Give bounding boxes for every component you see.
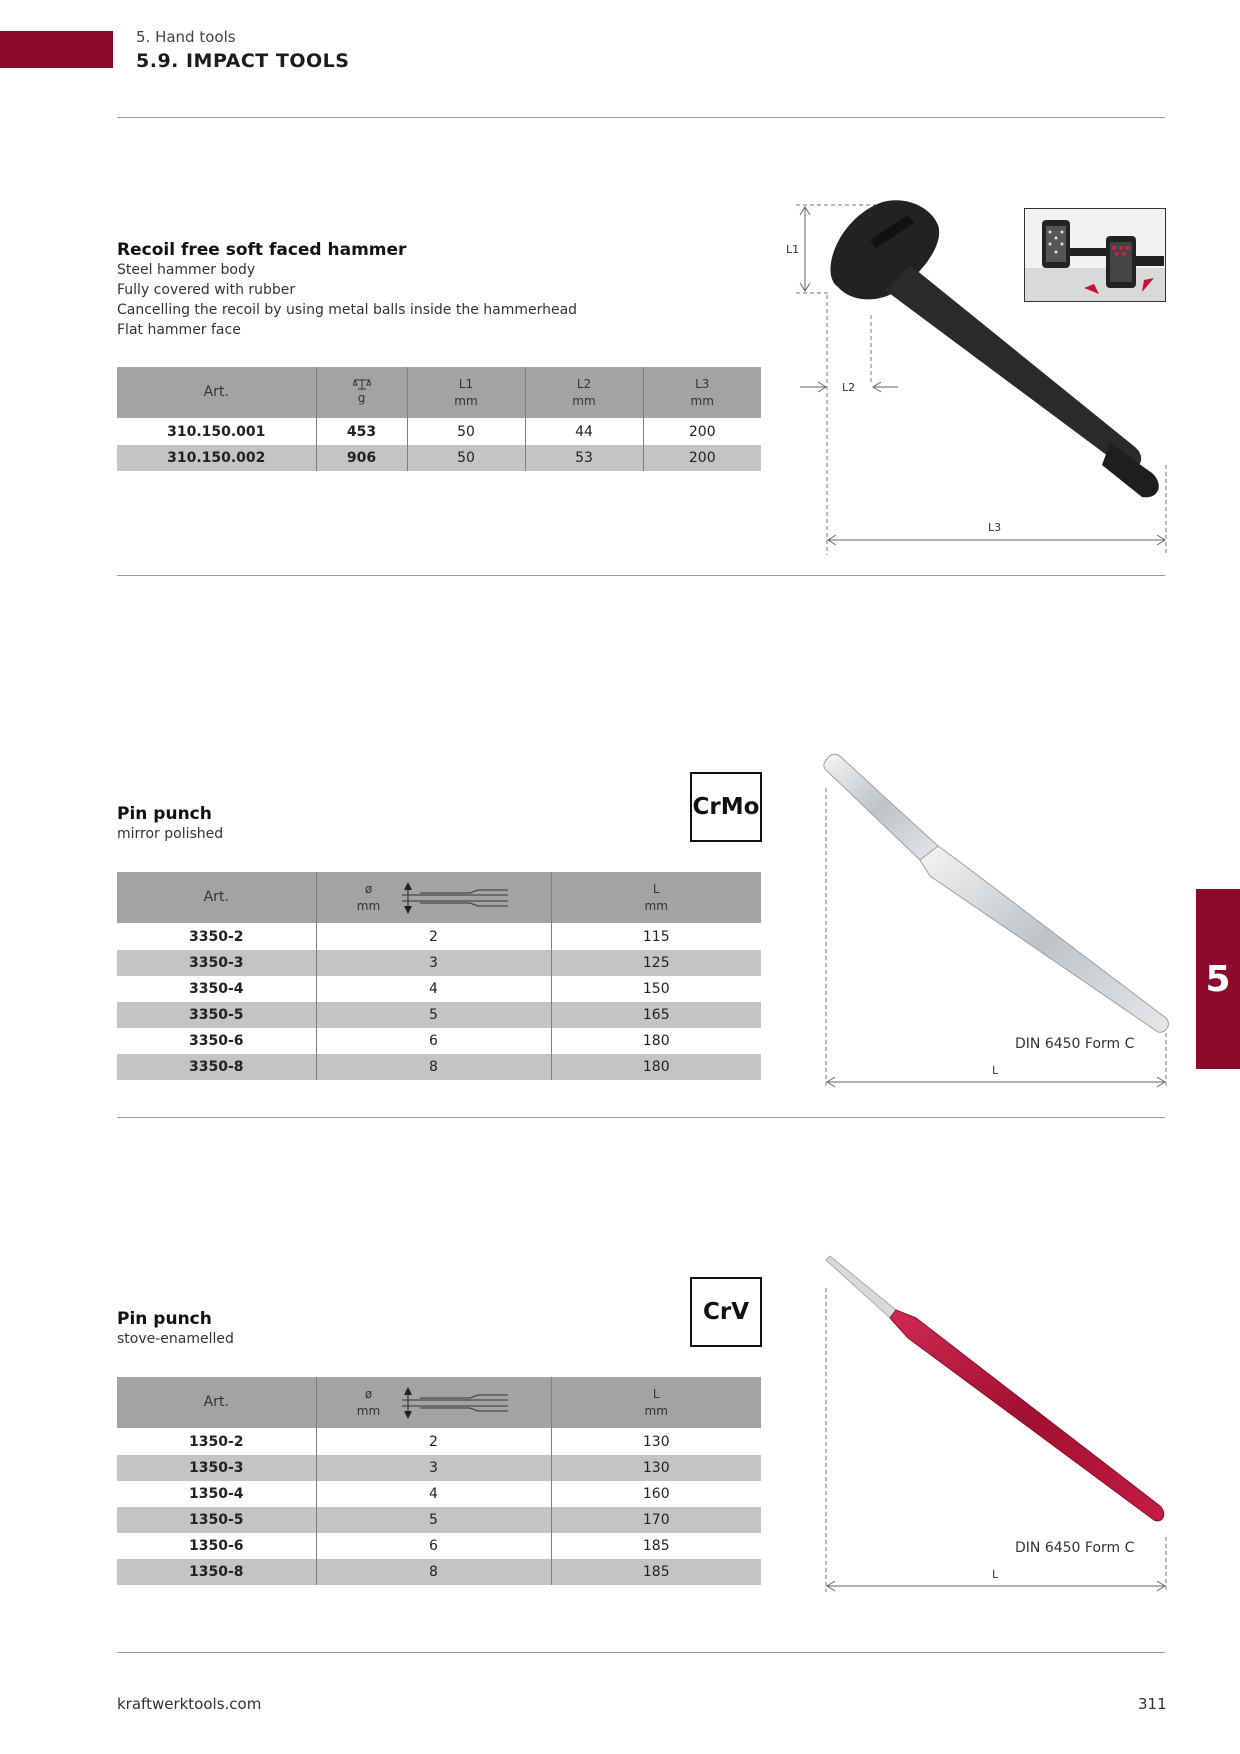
table-cell: 6 xyxy=(316,1533,551,1559)
table-cell: 185 xyxy=(551,1533,761,1559)
col-header-art: Art. xyxy=(117,367,316,418)
cell-l1: 50 xyxy=(407,418,525,445)
table-cell: 3350-6 xyxy=(188,1033,244,1049)
table-cell: 1350-3 xyxy=(117,1455,316,1481)
pin-punch-crv-description xyxy=(117,1309,234,1349)
cell-l3: 200 xyxy=(643,445,761,471)
hammer-spec-table xyxy=(117,367,761,471)
divider xyxy=(117,1117,1165,1118)
col-header-diameter: ø mm xyxy=(316,1377,551,1428)
pin-punch-crv-image xyxy=(820,1252,1170,1597)
feature-line: Steel hammer body xyxy=(117,262,256,278)
table-header-row xyxy=(117,367,761,418)
table-cell: 130 xyxy=(551,1428,761,1455)
cell-weight: 453 xyxy=(316,418,407,445)
table-row xyxy=(117,1559,761,1585)
table-cell: 180 xyxy=(551,1054,761,1080)
col-header-length: L mm xyxy=(551,1377,761,1428)
dim-label-l: L xyxy=(992,1064,999,1077)
table-row xyxy=(117,1533,761,1559)
table-row xyxy=(117,1507,761,1533)
table-cell: 3350-4 xyxy=(188,981,244,997)
table-header-row xyxy=(117,1377,761,1428)
col-header-l2: L2 mm xyxy=(525,367,643,418)
divider xyxy=(117,117,1165,118)
divider xyxy=(117,575,1165,576)
feature-line: Cancelling the recoil by using metal balls inside the hammerhead xyxy=(117,302,578,318)
table-cell: 1350-6 xyxy=(188,1538,244,1554)
col-header-l1: L1 mm xyxy=(407,367,525,418)
table-cell: 8 xyxy=(316,1054,551,1080)
col-header-l3: L3 mm xyxy=(643,367,761,418)
table-row xyxy=(117,1455,761,1481)
pin-punch-crv-table xyxy=(117,1377,761,1585)
cell-weight: 906 xyxy=(316,445,407,471)
cell-art: 310.150.002 xyxy=(117,445,316,471)
table-row xyxy=(117,976,761,1002)
table-header-row xyxy=(117,872,761,923)
pin-punch-crmo-image xyxy=(820,748,1170,1093)
table-cell: 125 xyxy=(551,950,761,976)
col-header-length: L mm xyxy=(551,872,761,923)
material-badge-crv: CrV xyxy=(690,1277,762,1347)
table-cell: 6 xyxy=(316,1028,551,1054)
dim-label-l2: L2 xyxy=(842,381,856,394)
cell-l3: 200 xyxy=(643,418,761,445)
table-row xyxy=(117,418,761,445)
header-accent-bar xyxy=(0,31,113,68)
table-row xyxy=(117,445,761,471)
dim-label-l3: L3 xyxy=(988,521,1002,534)
table-cell: 3350-3 xyxy=(117,950,316,976)
table-cell: 160 xyxy=(551,1481,761,1507)
footer-website[interactable]: kraftwerktools.com xyxy=(117,1695,262,1713)
pin-punch-crmo-description xyxy=(117,804,223,844)
chapter-side-tab: 5 xyxy=(1196,889,1240,1069)
col-header-weight: g xyxy=(316,367,407,418)
feature-line: stove-enamelled xyxy=(117,1331,234,1347)
table-cell: 165 xyxy=(551,1002,761,1028)
dim-label-l1: L1 xyxy=(786,243,800,256)
product-title: Recoil free soft faced hammer xyxy=(117,240,407,260)
table-row xyxy=(117,923,761,950)
table-cell: 1350-8 xyxy=(117,1559,316,1585)
feature-line: Fully covered with rubber xyxy=(117,282,296,298)
table-cell: 150 xyxy=(551,976,761,1002)
dim-label-l: L xyxy=(992,1568,999,1581)
product-title: Pin punch xyxy=(117,804,212,824)
table-cell: 185 xyxy=(551,1559,761,1585)
table-cell: 4 xyxy=(316,976,551,1002)
recoil-detail-image xyxy=(1024,208,1166,302)
cell-art: 310.150.001 xyxy=(167,423,266,440)
table-cell: 2 xyxy=(316,1428,551,1455)
table-cell: 3350-2 xyxy=(188,928,244,945)
section-title: 5.9. IMPACT TOOLS xyxy=(136,50,350,72)
col-header-diameter: ø mm xyxy=(316,872,551,923)
col-header-art: Art. xyxy=(117,872,316,923)
table-row xyxy=(117,1428,761,1455)
table-cell: 3 xyxy=(316,1455,551,1481)
din-label: DIN 6450 Form C xyxy=(1015,1036,1135,1052)
table-cell: 2 xyxy=(316,923,551,950)
table-cell: 5 xyxy=(316,1002,551,1028)
pin-punch-crmo-table xyxy=(117,872,761,1080)
feature-line: mirror polished xyxy=(117,826,224,842)
table-cell: 1350-4 xyxy=(188,1486,244,1502)
table-row xyxy=(117,1481,761,1507)
table-cell: 115 xyxy=(551,923,761,950)
chapter-label: 5. Hand tools xyxy=(136,28,236,46)
cell-l2: 53 xyxy=(525,445,643,471)
col-header-art: Art. xyxy=(117,1377,316,1428)
scale-icon xyxy=(353,378,371,390)
table-row xyxy=(117,1002,761,1028)
punch-tip-icon xyxy=(400,1385,510,1421)
page-number: 311 xyxy=(1138,1695,1167,1713)
divider xyxy=(117,1652,1165,1653)
cell-l1: 50 xyxy=(407,445,525,471)
table-cell: 3 xyxy=(316,950,551,976)
table-cell: 180 xyxy=(551,1028,761,1054)
material-badge-crmo: CrMo xyxy=(690,772,762,842)
table-cell: 1350-2 xyxy=(188,1433,244,1450)
table-cell: 4 xyxy=(316,1481,551,1507)
product-title: Pin punch xyxy=(117,1309,212,1329)
table-cell: 3350-8 xyxy=(117,1054,316,1080)
feature-line: Flat hammer face xyxy=(117,322,241,338)
table-row xyxy=(117,1054,761,1080)
table-cell: 5 xyxy=(316,1507,551,1533)
din-label: DIN 6450 Form C xyxy=(1015,1540,1135,1556)
table-row xyxy=(117,950,761,976)
table-cell: 130 xyxy=(551,1455,761,1481)
cell-l2: 44 xyxy=(525,418,643,445)
punch-tip-icon xyxy=(400,880,510,916)
table-cell: 170 xyxy=(551,1507,761,1533)
table-cell: 1350-5 xyxy=(117,1507,316,1533)
table-row xyxy=(117,1028,761,1054)
hammer-description xyxy=(117,240,577,340)
table-cell: 3350-5 xyxy=(117,1002,316,1028)
table-cell: 8 xyxy=(316,1559,551,1585)
